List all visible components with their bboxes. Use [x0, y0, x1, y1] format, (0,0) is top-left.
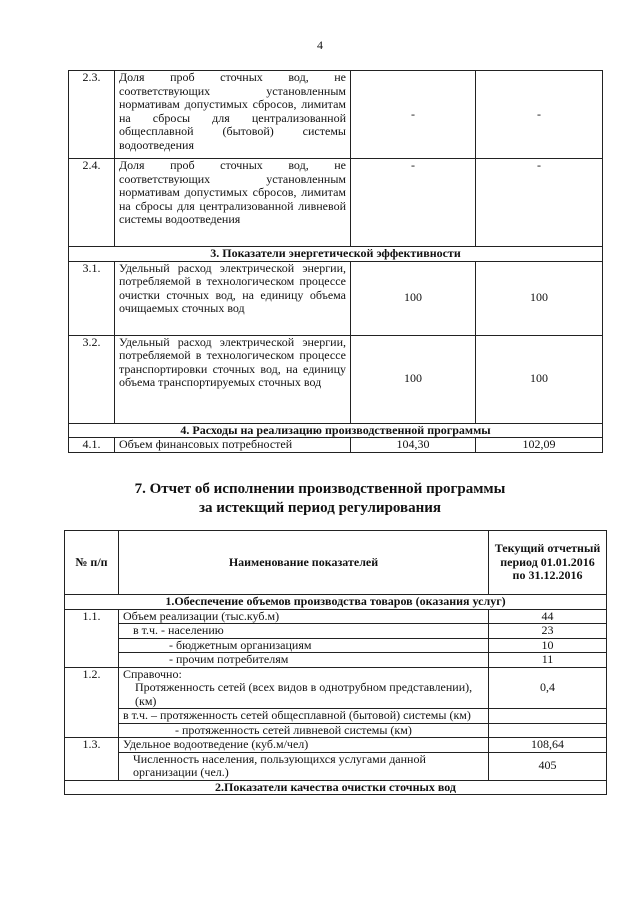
indicator-value: 44: [489, 609, 607, 624]
value-plan: 100: [351, 261, 476, 335]
table-row: [69, 71, 603, 159]
value-plan: -: [351, 71, 476, 159]
table-row: [65, 609, 607, 624]
table-row: [69, 159, 603, 247]
indicator-value: 108,64: [489, 738, 607, 753]
indicator-name: Объем финансовых потребностей: [115, 438, 351, 453]
report-title-line1: 7. Отчет об исполнении производственной программы: [134, 481, 506, 497]
section-header: [65, 780, 607, 795]
table-row: [65, 638, 607, 653]
value-fact: -: [476, 71, 603, 159]
section-header: [69, 247, 603, 262]
indicator-name: Доля проб сточных вод, не соответствующих установленным нормативам допустимых сбросов, лимитам на сбросы для централизованной ливневой системы водоотведения: [115, 159, 351, 247]
indicator-name: Удельное водоотведение (куб.м/чел): [119, 738, 489, 753]
indicator-value: [489, 709, 607, 724]
indicator-name: Численность населения, пользующихся услугами данной организации (чел.): [119, 752, 489, 780]
value-plan: -: [351, 159, 476, 247]
indicator-name: Доля проб сточных вод, не соответствующих установленным нормативам допустимых сбросов, лимитам на сбросы для централизованной общесплавной (бытовой) системы водоотведения: [115, 71, 351, 159]
value-fact: 100: [476, 261, 603, 335]
report-title-line2: за истекщий период регулирования: [198, 500, 442, 516]
table-row: [69, 438, 603, 453]
table-row: [65, 738, 607, 753]
section-header: [69, 423, 603, 438]
indicator-value: 405: [489, 752, 607, 780]
row-number: 2.4.: [69, 159, 115, 247]
value-fact: 100: [476, 335, 603, 423]
section-title: 2.Показатели качества очистки сточных вод: [65, 780, 607, 795]
indicator-value: [489, 723, 607, 738]
table-row: [65, 653, 607, 668]
indicator-name: Удельный расход электрической энергии, потребляемой в технологическом процессе транспортировки сточных вод, на единицу объема транспортируемых сточных вод: [115, 335, 351, 423]
table-row: [65, 723, 607, 738]
row-number: 3.1.: [69, 261, 115, 335]
report-title: [0, 480, 640, 518]
reference-label: Справочно:: [123, 666, 182, 681]
header-period: Текущий отчетный период 01.01.2016 по 31.12.2016: [489, 531, 607, 595]
indicator-name: - прочим потребителям: [119, 653, 489, 668]
indicator-name: Объем реализации (тыс.куб.м): [119, 609, 489, 624]
indicator-value: 11: [489, 653, 607, 668]
indicators-table: [68, 70, 603, 453]
table-row: [65, 752, 607, 780]
header-num: № п/п: [65, 531, 119, 595]
table-row: [65, 709, 607, 724]
network-length-label: Протяженность сетей (всех видов в однотрубном представлении), (км): [135, 680, 473, 708]
table-row: [69, 335, 603, 423]
row-number: 1.1.: [65, 609, 119, 667]
value-fact: 102,09: [476, 438, 603, 453]
section-title: 4. Расходы на реализацию производственной программы: [69, 423, 603, 438]
section-title: 3. Показатели энергетической эффективности: [69, 247, 603, 262]
table-row: [65, 667, 607, 709]
indicator-name: - протяженность сетей ливневой системы (км): [119, 723, 489, 738]
value-plan: 100: [351, 335, 476, 423]
indicator-name: в т.ч. – протяженность сетей общесплавной (бытовой) системы (км): [119, 709, 489, 724]
indicator-value: 10: [489, 638, 607, 653]
row-number: 1.2.: [65, 667, 119, 738]
section-title: 1.Обеспечение объемов производства товаров (оказания услуг): [65, 595, 607, 610]
indicator-value: 23: [489, 624, 607, 639]
header-name: Наименование показателей: [119, 531, 489, 595]
value-fact: -: [476, 159, 603, 247]
row-number: 1.3.: [65, 738, 119, 781]
row-number: 4.1.: [69, 438, 115, 453]
row-number: 2.3.: [69, 71, 115, 159]
page-number: 4: [317, 38, 323, 52]
table-row: [69, 261, 603, 335]
indicator-value: 0,4: [489, 667, 607, 709]
report-table: [64, 530, 607, 795]
indicator-name: [119, 667, 489, 709]
indicator-name: - бюджетным организациям: [119, 638, 489, 653]
table-header-row: [65, 531, 607, 595]
row-number: 3.2.: [69, 335, 115, 423]
value-plan: 104,30: [351, 438, 476, 453]
table-row: [65, 624, 607, 639]
indicator-name: в т.ч. - населению: [119, 624, 489, 639]
indicator-name: Удельный расход электрической энергии, потребляемой в технологическом процессе очистки сточных вод, на единицу объема очищаемых сточных вод: [115, 261, 351, 335]
section-header: [65, 595, 607, 610]
